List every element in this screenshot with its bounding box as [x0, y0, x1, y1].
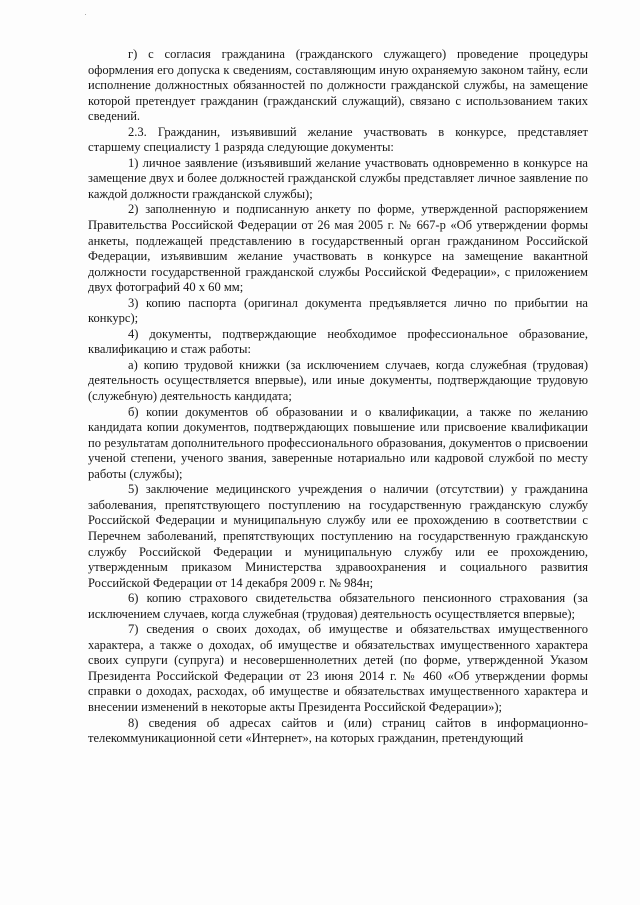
scan-speck: [85, 14, 86, 15]
paragraph-item-6: 6) копию страхового свидетельства обязательного пенсионного страхования (за исключением случаев, когда служебная (трудовая) деятельность осуществляется впервые);: [88, 591, 588, 621]
paragraph-item-3: 3) копию паспорта (оригинал документа предъявляется лично по прибытии на конкурс);: [88, 295, 588, 326]
paragraph-item-2: 2) заполненную и подписанную анкету по форме, утвержденной распоряжением Правительства Российской Федерации от 26 мая 2005 г. № 667-р «Об утверждении формы анкеты, подлежащей представлению в государственный орган гражданином Российской Федерации, изъявившим желание участвовать в конкурсе на замещение вакантной должности государственной гражданской службы Российской Федерации», с приложением двух фотографий 40 х 60 мм;: [88, 202, 588, 295]
paragraph-item-4a: а) копию трудовой книжки (за исключением случаев, когда служебная (трудовая) деятельность осуществляется впервые), или иные документы, подтверждающие трудовую (служебную) деятельность кандидата;: [88, 357, 588, 404]
document-body: [88, 47, 588, 747]
paragraph-item-8: 8) сведения об адресах сайтов и (или) страниц сайтов в информационно-телекоммуникационной сети «Интернет», на которых гражданин, претендующий: [88, 715, 588, 746]
paragraph-item-4: 4) документы, подтверждающие необходимое профессиональное образование, квалификацию и стаж работы:: [88, 326, 588, 357]
paragraph-g-consent: г) с согласия гражданина (гражданского служащего) проведение процедуры оформления его допуска к сведениям, составляющим иную охраняемую законом тайну, если исполнение должностных обязанностей по должности гражданской службы, на замещение которой претендует гражданин (гражданский служащий), связано с использованием таких сведений.: [88, 47, 588, 124]
paragraph-item-1: 1) личное заявление (изъявивший желание участвовать одновременно в конкурсе на замещение двух и более должностей гражданской службы представляет личное заявление по каждой должности гражданской службы);: [88, 155, 588, 201]
paragraph-2-3: 2.3. Гражданин, изъявивший желание участвовать в конкурсе, представляет старшему специалисту 1 разряда следующие документы:: [88, 124, 588, 155]
paragraph-item-7: 7) сведения о своих доходах, об имуществе и обязательствах имущественного характера, а также о доходах, об имуществе и обязательствах имущественного характера своих супруги (супруга) и несовершеннолетних детей (по форме, утвержденной Указом Президента Российской Федерации от 23 июня 2014 г. № 460 «Об утверждении формы справки о доходах, расходах, об имуществе и обязательствах имущественного характера и внесении изменений в некоторые акты Президента Российской Федерации»);: [88, 622, 588, 714]
paragraph-item-5: 5) заключение медицинского учреждения о наличии (отсутствии) у гражданина заболевания, препятствующего поступлению на государственную гражданскую службу Российской Федерации и муниципальную службу или ее прохождению в соответствии с Перечнем заболеваний, препятствующих поступлению на государственную гражданскую службу Российской Федерации и муниципальную службу или ее прохождению, утвержденным приказом Министерства здравоохранения и социального развития Российской Федерации от 14 декабря 2009 г. № 984н;: [88, 482, 588, 590]
paragraph-item-4b: б) копии документов об образовании и о квалификации, а также по желанию кандидата копии документов, подтверждающих повышение или присвоение квалификации по результатам дополнительного профессионального образования, документов о присвоении ученой степени, ученого звания, заверенные нотариально или кадровой службой по месту работы (службы);: [88, 404, 588, 481]
